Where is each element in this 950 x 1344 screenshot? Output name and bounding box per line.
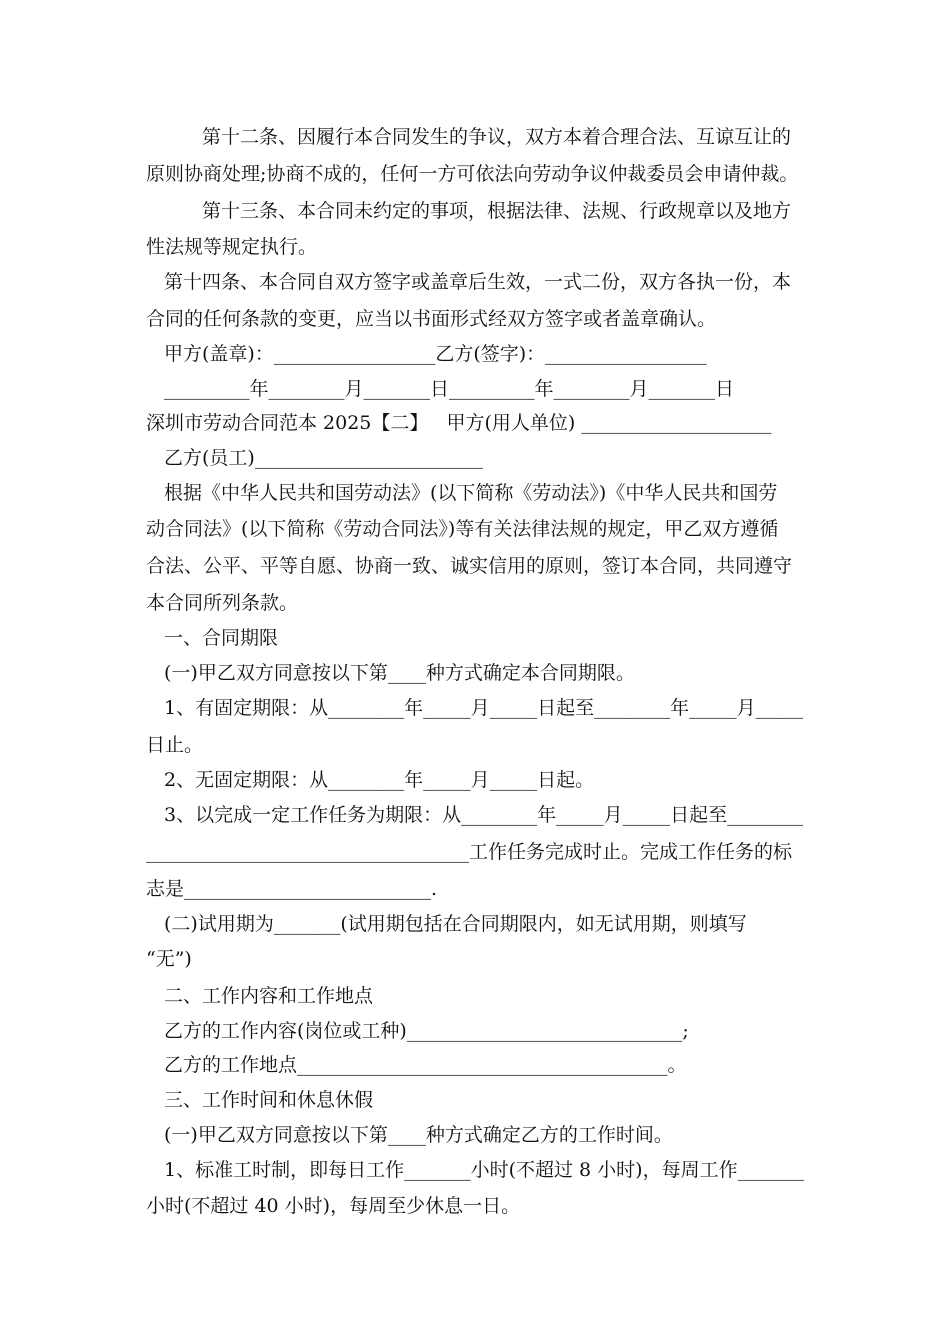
text-line: (二)试用期为_______(试用期包括在合同期限内，如无试用期，则填写 bbox=[164, 913, 747, 935]
heading-work-content: 二、工作内容和工作地点 bbox=[164, 985, 374, 1007]
date-line: _________年________月_______日_________年________月_______日 bbox=[164, 378, 735, 400]
text-line: 1、有固定期限：从________年_____月_____日起至________年_____月_____ bbox=[164, 697, 804, 719]
text-line: __________________________________工作任务完成时止。完成工作任务的标 bbox=[146, 841, 793, 863]
text-line: 志是__________________________. bbox=[146, 878, 438, 900]
text-line: (一)甲乙双方同意按以下第____种方式确定乙方的工作时间。 bbox=[164, 1124, 673, 1146]
text-line: “无”) bbox=[146, 948, 192, 970]
text-line: 合法、公平、平等自愿、协商一致、诚实信用的原则，签订本合同，共同遵守 bbox=[146, 555, 793, 577]
text-line: 第十二条、因履行本合同发生的争议，双方本着合理合法、互谅互让的 bbox=[202, 126, 792, 148]
employee-line: 乙方(员工)________________________ bbox=[164, 447, 483, 469]
text-line: 性法规等规定执行。 bbox=[146, 236, 318, 258]
text-line: 合同的任何条款的变更，应当以书面形式经双方签字或者盖章确认。 bbox=[146, 308, 717, 330]
text-line: 乙方的工作地点_______________________________________。 bbox=[164, 1054, 687, 1076]
text-line: 根据《中华人民共和国劳动法》(以下简称《劳动法》)《中华人民共和国劳 bbox=[164, 482, 778, 504]
text-line: 日止。 bbox=[146, 734, 204, 756]
text-line: 第十四条、本合同自双方签字或盖章后生效，一式二份，双方各执一份，本 bbox=[164, 271, 792, 293]
text-line: 动合同法》(以下简称《劳动合同法》)等有关法律法规的规定，甲乙双方遵循 bbox=[146, 518, 779, 540]
text-line: 原则协商处理;协商不成的，任何一方可依法向劳动争议仲裁委员会申请仲裁。 bbox=[146, 163, 799, 185]
text-line: 小时(不超过 40 小时)，每周至少休息一日。 bbox=[146, 1195, 521, 1217]
text-line: 3、以完成一定工作任务为期限：从________年_____月_____日起至________ bbox=[164, 804, 804, 826]
text-line: 第十三条、本合同未约定的事项，根据法律、法规、行政规章以及地方 bbox=[202, 200, 792, 222]
heading-contract-term: 一、合同期限 bbox=[164, 627, 279, 649]
signature-line: 甲方(盖章)：_________________乙方(签字)：_________________ bbox=[164, 343, 707, 365]
section-title-line: 深圳市劳动合同范本 2025【二】 甲方(用人单位) ____________________ bbox=[146, 412, 772, 434]
text-line: 乙方的工作内容(岗位或工种)_____________________________; bbox=[164, 1020, 689, 1042]
text-line: (一)甲乙双方同意按以下第____种方式确定本合同期限。 bbox=[164, 662, 635, 684]
text-line: 本合同所列条款。 bbox=[146, 592, 299, 614]
heading-work-time: 三、工作时间和休息休假 bbox=[164, 1089, 374, 1111]
text-line: 2、无固定期限：从________年_____月_____日起。 bbox=[164, 769, 595, 791]
text-line: 1、标准工时制，即每日工作_______小时(不超过 8 小时)，每周工作_______ bbox=[164, 1159, 805, 1181]
